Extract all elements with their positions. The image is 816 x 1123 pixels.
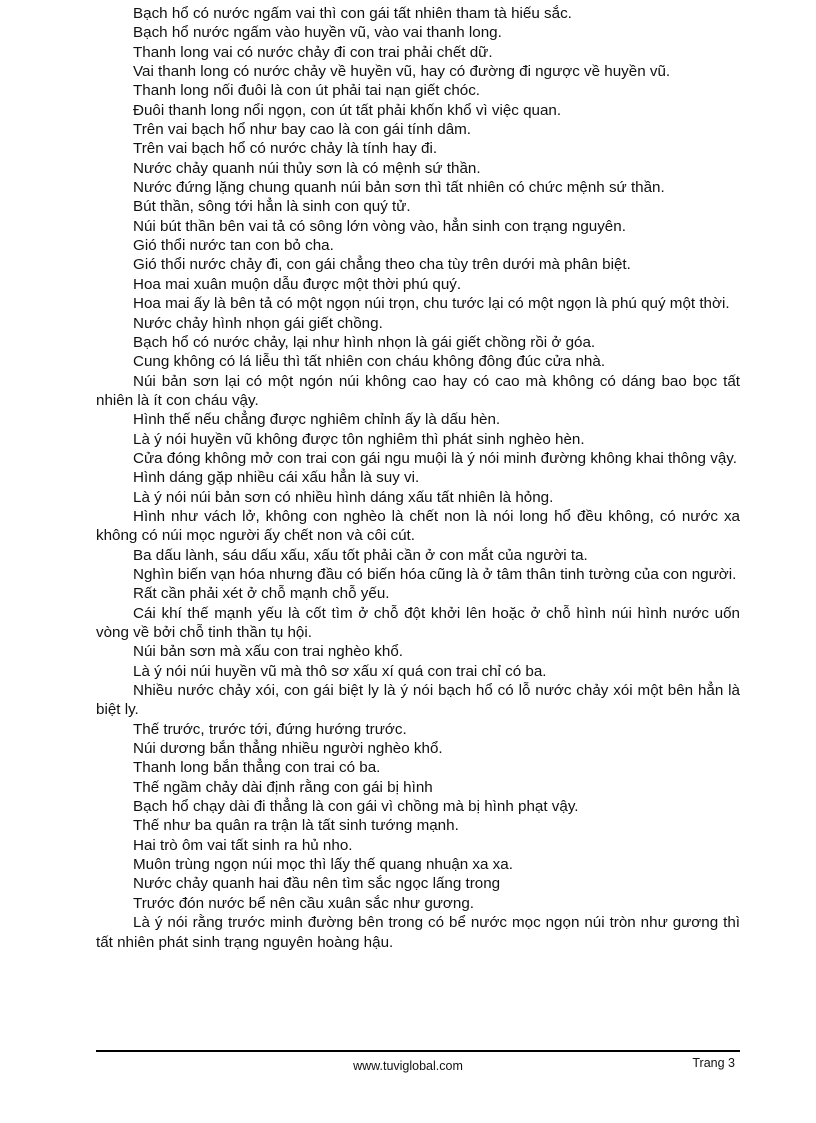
paragraph: Rất cần phải xét ở chỗ mạnh chỗ yếu. [133,585,390,603]
paragraph: Gió thổi nước tan con bỏ cha. [133,237,334,255]
paragraph: Thế trước, trước tới, đứng hướng trước. [133,720,407,738]
paragraph: Nghìn biến vạn hóa nhưng đầu có biến hóa cũng là ở tâm thân tinh tường của con người. [133,565,737,583]
paragraph: Hoa mai xuân muộn dẫu được một thời phú quý. [133,275,462,293]
footer-divider [96,1050,740,1052]
paragraph: Cái khí thế mạnh yếu là cốt tìm ở chỗ đột khởi lên hoặc ở chỗ hình núi hình nước uốn vòng về bởi chỗ tinh thần tụ hội. [96,604,740,641]
paragraph: Núi dương bắn thẳng nhiều người nghèo khổ. [133,740,443,758]
paragraph: Nhiều nước chảy xói, con gái biệt ly là ý nói bạch hổ có lỗ nước chảy xói một bên hẳn là biệt ly. [96,682,740,719]
paragraph: Bạch hổ có nước ngấm vai thì con gái tất nhiên tham tà hiếu sắc. [133,5,572,22]
paragraph: Muôn trùng ngọn núi mọc thì lấy thế quang nhuận xa xa. [133,856,513,874]
paragraph: Hình thế nếu chẳng được nghiêm chỉnh ấy là dấu hèn. [133,411,501,429]
paragraph: Thanh long nối đuôi là con út phải tai nạn giết chóc. [133,82,481,100]
paragraph: Là ý nói rằng trước minh đường bên trong có bể nước mọc ngọn núi tròn như gương thì tất nhiên phát sinh trạng nguyên hoàng hậu. [96,914,740,951]
paragraph: Là ý nói núi bản sơn có nhiều hình dáng xấu tất nhiên là hỏng. [133,488,554,506]
paragraph: Thế như ba quân ra trận là tất sinh tướng mạnh. [133,817,459,835]
paragraph: Nước chảy hình nhọn gái giết chồng. [133,314,383,332]
footer-website-url: www.tuviglobal.com [353,1059,463,1073]
paragraph: Bạch hổ nước ngấm vào huyền vũ, vào vai thanh long. [133,24,502,42]
paragraph: Nước chảy quanh hai đầu nên tìm sắc ngọc lấng trong [133,875,501,893]
paragraph: Bạch hổ chạy dài đi thẳng là con gái vì chồng mà bị hình phạt vậy. [133,798,579,816]
paragraph: Nước đứng lặng chung quanh núi bản sơn thì tất nhiên có chức mệnh sứ thần. [133,179,665,197]
page-body [96,4,740,952]
paragraph: Vai thanh long có nước chảy về huyền vũ, hay có đường đi ngược về huyền vũ. [133,63,671,81]
paragraph: Hoa mai ấy là bên tả có một ngọn núi trọn, chu tước lại có một ngọn là phú quý một thời. [133,295,730,313]
paragraph: Trước đón nước bể nên cầu xuân sắc như gương. [133,894,475,912]
paragraph: Hình như vách lở, không con nghèo là chết non là nói long hổ đều không, có nước xa không có núi mọc người ấy chết non và côi cút. [96,507,740,545]
paragraph: Hình dáng gặp nhiều cái xấu hẳn là suy vi. [133,469,420,487]
paragraph: Đuôi thanh long nổi ngọn, con út tất phải khốn khổ vì việc quan. [133,101,562,119]
paragraph: Bút thần, sông tới hẳn là sinh con quý tử. [133,198,411,216]
paragraph: Nước chảy quanh núi thủy sơn là có mệnh sứ thần. [133,159,481,177]
paragraph: Cửa đóng không mở con trai con gái ngu muội là ý nói minh đường không khai thông vậy. [133,449,737,467]
paragraph: Là ý nói núi huyền vũ mà thô sơ xấu xí quá con trai chỉ có ba. [133,662,547,680]
paragraph: Thế ngầm chảy dài định rằng con gái bị hình [133,778,433,796]
paragraph: Hai trò ôm vai tất sinh ra hủ nho. [133,836,353,854]
paragraph: Trên vai bạch hổ có nước chảy là tính hay đi. [133,140,438,158]
paragraph: Là ý nói huyền vũ không được tôn nghiêm thì phát sinh nghèo hèn. [133,430,585,448]
paragraph: Ba dấu lành, sáu dấu xấu, xấu tốt phải cần ở con mắt của người ta. [133,546,588,564]
paragraph: Núi bút thần bên vai tả có sông lớn vòng vào, hẳn sinh con trạng nguyên. [133,217,626,235]
paragraph: Gió thổi nước chảy đi, con gái chẳng theo cha tùy trên dưới mà phân biệt. [133,256,631,274]
paragraph: Núi bản sơn mà xấu con trai nghèo khổ. [133,643,403,661]
paragraph: Thanh long bắn thẳng con trai có ba. [133,759,381,777]
paragraph: Cung không có lá liễu thì tất nhiên con cháu không đông đúc cửa nhà. [133,353,606,371]
footer-page-number: Trang 3 [692,1056,735,1070]
paragraph: Trên vai bạch hổ như bay cao là con gái tính dâm. [133,121,472,139]
paragraph: Bạch hổ có nước chảy, lại như hình nhọn là gái giết chồng rồi ở góa. [133,333,596,351]
paragraph: Thanh long vai có nước chảy đi con trai phải chết dữ. [133,43,493,61]
paragraph: Núi bản sơn lại có một ngón núi không cao hay có cao mà không có dáng bao bọc tất nhiên là ít con cháu vậy. [96,372,740,409]
